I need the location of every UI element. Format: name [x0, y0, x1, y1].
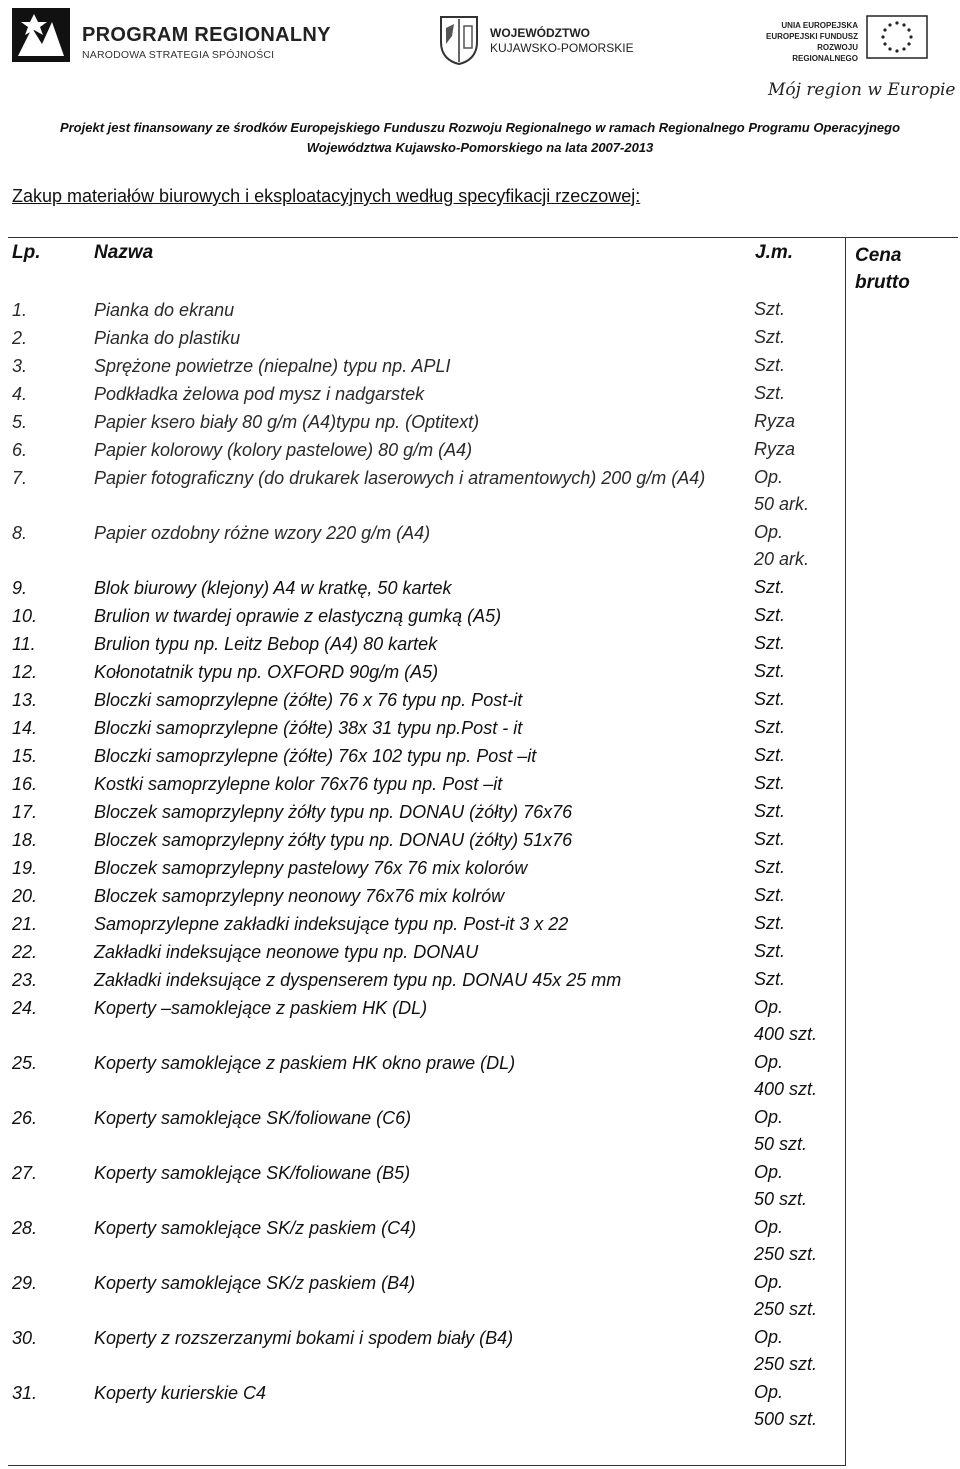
item-name: Papier kolorowy (kolory pastelowe) 80 g/m (A4)	[94, 440, 473, 460]
item-name: Kostki samoprzylepne kolor 76x76 typu np. Post –it	[94, 774, 503, 794]
row-number: 28.	[12, 1218, 38, 1238]
item-name: Papier ozdobny różne wzory 220 g/m (A4)	[94, 523, 431, 543]
table-row	[0, 1159, 845, 1214]
unit-label: Szt.	[754, 801, 786, 821]
item-name: Koperty –samoklejące z paskiem HK (DL)	[94, 998, 428, 1018]
unit-label: Op.	[754, 1217, 784, 1237]
row-number: 22.	[12, 942, 38, 962]
table-row	[0, 408, 845, 436]
region-line-1: WOJEWÓDZTWO	[490, 26, 590, 40]
unit-label: Szt.	[754, 941, 786, 961]
unit-quantity: 400 szt.	[754, 1024, 818, 1044]
item-unit	[754, 1379, 817, 1433]
table-row	[0, 1104, 845, 1159]
unit-label: Szt.	[754, 913, 786, 933]
item-unit	[754, 1159, 807, 1213]
table-top-border	[8, 237, 958, 238]
region-wordmark	[490, 26, 634, 56]
item-name: Bloczek samoprzylepny żółty typu np. DONAU (żółty) 51x76	[94, 830, 573, 850]
table-row	[0, 602, 845, 630]
item-unit	[754, 826, 785, 853]
item-unit	[754, 1214, 817, 1268]
table-row	[0, 1324, 845, 1379]
unit-label: Szt.	[754, 773, 786, 793]
item-unit	[754, 1324, 817, 1378]
row-number: 12.	[12, 662, 38, 682]
page-header	[0, 0, 960, 112]
item-unit	[754, 770, 785, 797]
row-number: 31.	[12, 1383, 38, 1403]
table-row	[0, 994, 845, 1049]
row-number: 14.	[12, 718, 38, 738]
item-name: Koperty samoklejące SK/z paskiem (B4)	[94, 1273, 416, 1293]
table-row	[0, 436, 845, 464]
unit-quantity: 20 ark.	[754, 549, 810, 569]
unit-label: Szt.	[754, 745, 786, 765]
row-number: 7.	[12, 468, 28, 488]
row-number: 20.	[12, 886, 38, 906]
unit-label: Szt.	[754, 327, 786, 347]
item-name: Zakładki indeksujące neonowe typu np. DONAU	[94, 942, 479, 962]
item-name: Blok biurowy (klejony) A4 w kratkę, 50 kartek	[94, 578, 452, 598]
item-unit	[754, 658, 785, 685]
document-title: Zakup materiałów biurowych i eksploatacyjnych według specyfikacji rzeczowej:	[12, 186, 641, 206]
item-name: Podkładka żelowa pod mysz i nadgarstek	[94, 384, 425, 404]
item-unit	[754, 296, 785, 323]
item-unit	[754, 324, 785, 351]
item-name: Kołonotatnik typu np. OXFORD 90g/m (A5)	[94, 662, 439, 682]
eu-flag-icon	[866, 15, 928, 59]
unit-label: Szt.	[754, 717, 786, 737]
item-name: Bloczek samoprzylepny żółty typu np. DONAU (żółty) 76x76	[94, 802, 573, 822]
table-row	[0, 1049, 845, 1104]
slogan: Mój region w Europie	[768, 80, 956, 100]
coat-of-arms-icon	[438, 14, 480, 66]
item-name: Sprężone powietrze (niepalne) typu np. APLI	[94, 356, 451, 376]
item-unit	[754, 352, 785, 379]
unit-label: Szt.	[754, 577, 786, 597]
unit-label: Szt.	[754, 605, 786, 625]
table-row	[0, 1379, 845, 1434]
item-unit	[754, 380, 785, 407]
row-number: 18.	[12, 830, 38, 850]
item-name: Koperty samoklejące z paskiem HK okno prawe (DL)	[94, 1053, 516, 1073]
item-name: Koperty samoklejące SK/foliowane (B5)	[94, 1163, 411, 1183]
table-row	[0, 854, 845, 882]
program-subtitle: NARODOWA STRATEGIA SPÓJNOŚCI	[82, 49, 275, 61]
unit-label: Op.	[754, 1107, 784, 1127]
table-row	[0, 380, 845, 408]
item-unit	[754, 408, 795, 435]
table-row	[0, 1214, 845, 1269]
unit-label: Op.	[754, 1052, 784, 1072]
row-number: 11.	[12, 634, 36, 654]
eu-wordmark	[752, 20, 858, 64]
column-header-cena: Cena brutto	[855, 245, 910, 293]
table-row	[0, 296, 845, 324]
unit-quantity: 50 ark.	[754, 494, 810, 514]
item-unit	[754, 798, 785, 825]
unit-label: Szt.	[754, 857, 786, 877]
unit-label: Szt.	[754, 689, 786, 709]
funding-note	[0, 118, 960, 158]
table-row	[0, 882, 845, 910]
table-column-border	[845, 237, 846, 1465]
row-number: 30.	[12, 1328, 38, 1348]
column-header-jm: J.m.	[755, 242, 794, 263]
unit-label: Szt.	[754, 661, 786, 681]
table-row	[0, 910, 845, 938]
item-unit	[754, 938, 785, 965]
item-unit	[754, 1104, 807, 1158]
table-bottom-border	[8, 1465, 846, 1466]
row-number: 29.	[12, 1273, 38, 1293]
row-number: 15.	[12, 746, 38, 766]
unit-label: Ryza	[754, 411, 796, 431]
item-name: Brulion w twardej oprawie z elastyczną gumką (A5)	[94, 606, 502, 626]
unit-quantity: 400 szt.	[754, 1079, 818, 1099]
unit-label: Szt.	[754, 355, 786, 375]
item-unit	[754, 464, 809, 518]
unit-label: Op.	[754, 522, 784, 542]
row-number: 17.	[12, 802, 38, 822]
row-number: 19.	[12, 858, 38, 878]
unit-label: Op.	[754, 1162, 784, 1182]
item-unit	[754, 854, 785, 881]
table-row	[0, 714, 845, 742]
item-name: Bloczki samoprzylepne (żółte) 76 x 76 typu np. Post-it	[94, 690, 523, 710]
unit-quantity: 50 szt.	[754, 1134, 808, 1154]
item-unit	[754, 436, 795, 463]
item-name: Bloczki samoprzylepne (żółte) 38x 31 typu np.Post - it	[94, 718, 523, 738]
item-name: Pianka do plastiku	[94, 328, 241, 348]
item-unit	[754, 882, 785, 909]
item-unit	[754, 742, 785, 769]
item-unit	[754, 602, 785, 629]
table-row	[0, 686, 845, 714]
row-number: 24.	[12, 998, 38, 1018]
row-number: 27.	[12, 1163, 38, 1183]
table-row	[0, 324, 845, 352]
row-number: 6.	[12, 440, 28, 460]
table-row	[0, 352, 845, 380]
table-row	[0, 519, 845, 574]
table-row	[0, 742, 845, 770]
table-row	[0, 966, 845, 994]
unit-label: Ryza	[754, 439, 796, 459]
unit-label: Szt.	[754, 383, 786, 403]
item-name: Pianka do ekranu	[94, 300, 235, 320]
item-name: Bloczek samoprzylepny pastelowy 76x 76 mix kolorów	[94, 858, 528, 878]
unit-label: Op.	[754, 997, 784, 1017]
item-unit	[754, 1269, 817, 1323]
unit-label: Op.	[754, 467, 784, 487]
unit-quantity: 250 szt.	[754, 1354, 818, 1374]
unit-label: Szt.	[754, 885, 786, 905]
row-number: 9.	[12, 578, 28, 598]
item-unit	[754, 966, 785, 993]
row-number: 2.	[12, 328, 28, 348]
row-number: 3.	[12, 356, 28, 376]
unit-label: Szt.	[754, 299, 786, 319]
column-header-lp: Lp.	[12, 242, 41, 263]
row-number: 10.	[12, 606, 38, 626]
item-name: Koperty samoklejące SK/z paskiem (C4)	[94, 1218, 417, 1238]
item-name: Koperty z rozszerzanymi bokami i spodem biały (B4)	[94, 1328, 514, 1348]
row-number: 5.	[12, 412, 28, 432]
table-row	[0, 464, 845, 519]
row-number: 4.	[12, 384, 28, 404]
item-name: Zakładki indeksujące z dyspenserem typu np. DONAU 45x 25 mm	[94, 970, 622, 990]
unit-label: Szt.	[754, 969, 786, 989]
item-name: Papier ksero biały 80 g/m (A4)typu np. (Optitext)	[94, 412, 480, 432]
item-name: Samoprzylepne zakładki indeksujące typu np. Post-it 3 x 22	[94, 914, 569, 934]
row-number: 13.	[12, 690, 38, 710]
item-unit	[754, 714, 785, 741]
unit-label: Szt.	[754, 829, 786, 849]
eu-line-1: UNIA EUROPEJSKA	[781, 21, 858, 30]
table-row	[0, 1269, 845, 1324]
funding-line-1: Projekt jest finansowany ze środków Europejskiego Funduszu Rozwoju Regionalnego w ramach Regionalnego Programu Operacyjnego	[59, 120, 901, 135]
item-name: Koperty kurierskie C4	[94, 1383, 267, 1403]
item-unit	[754, 994, 817, 1048]
item-name: Brulion typu np. Leitz Bebop (A4) 80 kartek	[94, 634, 438, 654]
unit-quantity: 250 szt.	[754, 1244, 818, 1264]
item-unit	[754, 686, 785, 713]
item-name: Papier fotograficzny (do drukarek laserowych i atramentowych) 200 g/m (A4)	[94, 468, 706, 488]
row-number: 23.	[12, 970, 38, 990]
table-row	[0, 826, 845, 854]
program-regionalny-logo-icon	[12, 8, 70, 62]
unit-quantity: 500 szt.	[754, 1409, 818, 1429]
table-row	[0, 658, 845, 686]
row-number: 26.	[12, 1108, 38, 1128]
row-number: 21.	[12, 914, 38, 934]
region-line-2: KUJAWSKO-POMORSKIE	[490, 41, 634, 55]
item-unit	[754, 630, 785, 657]
item-name: Koperty samoklejące SK/foliowane (C6)	[94, 1108, 412, 1128]
item-name: Bloczki samoprzylepne (żółte) 76x 102 typu np. Post –it	[94, 746, 537, 766]
table-row	[0, 798, 845, 826]
row-number: 8.	[12, 523, 28, 543]
unit-label: Szt.	[754, 633, 786, 653]
unit-quantity: 50 szt.	[754, 1189, 808, 1209]
table-row	[0, 938, 845, 966]
table-row	[0, 574, 845, 602]
row-number: 16.	[12, 774, 38, 794]
unit-quantity: 250 szt.	[754, 1299, 818, 1319]
row-number: 1.	[12, 300, 28, 320]
program-title: PROGRAM REGIONALNY	[82, 24, 331, 46]
item-unit	[754, 574, 785, 601]
item-unit	[754, 1049, 817, 1103]
column-header-nazwa: Nazwa	[94, 242, 154, 263]
table-row	[0, 630, 845, 658]
eu-line-2: EUROPEJSKI FUNDUSZ	[765, 32, 858, 41]
row-number: 25.	[12, 1053, 38, 1073]
funding-line-2: Województwa Kujawsko-Pomorskiego na lata 2007-2013	[306, 140, 654, 155]
unit-label: Op.	[754, 1382, 784, 1402]
item-unit	[754, 519, 809, 573]
table-row	[0, 770, 845, 798]
unit-label: Op.	[754, 1327, 784, 1347]
item-name: Bloczek samoprzylepny neonowy 76x76 mix kolrów	[94, 886, 505, 906]
eu-line-3: ROZWOJU REGIONALNEGO	[792, 43, 858, 63]
program-regionalny-wordmark	[82, 24, 331, 61]
unit-label: Op.	[754, 1272, 784, 1292]
item-unit	[754, 910, 785, 937]
items-table-body	[0, 296, 845, 1434]
